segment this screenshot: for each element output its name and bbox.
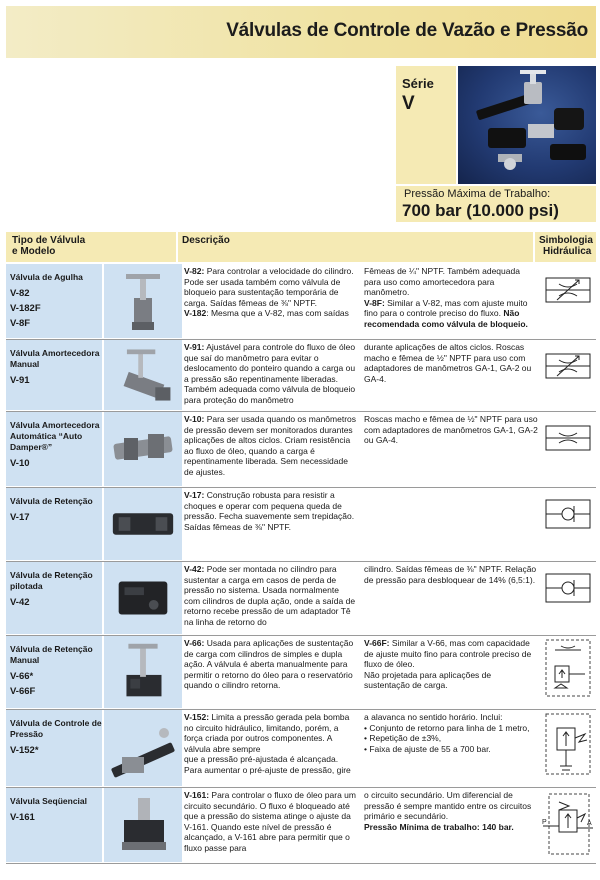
description-col-1: V-152: Limita a pressão gerada pela bomba no circuito hidráulico, limitando, porém, a força criada por outros componentes. A válvula abre sempre que a pressão pré-ajustada é alcançada. Para aumentar o pré-ajuste de pressão, gire: [184, 712, 351, 775]
valve-code: V-82: [10, 288, 30, 299]
valve-type-cell: [6, 264, 102, 338]
pressure-value: 700 bar (10.000 psi): [402, 201, 559, 220]
header-symbol-l1: Simbologia: [539, 235, 593, 246]
valve-photo: [104, 710, 182, 786]
valve-codes: [10, 373, 102, 388]
valve-name: Válvula de Controle de Pressão V-152*: [10, 718, 102, 756]
valve-photo: [104, 636, 182, 708]
symbol-port-p: P: [542, 819, 547, 826]
pressure-box: [396, 186, 596, 222]
valve-description: [184, 412, 539, 486]
valve-code: V-91: [10, 375, 30, 386]
table-row: [6, 636, 596, 708]
description-col-2: V-66F: Similar a V-66, mas com capacidade de ajuste muito fino para controle preciso de fluxo de óleo. Não projetada para aplicações de sustentação de carga.: [364, 638, 532, 691]
valve-name: Válvula de Retenção pilotada V-42: [10, 570, 102, 610]
valve-codes: [10, 286, 102, 331]
valve-photo: [104, 562, 182, 634]
valve-type-cell: [6, 636, 102, 708]
pressure-label: Pressão Máxima de Trabalho:: [404, 188, 551, 200]
description-col-1: V-161: Para controlar o fluxo de óleo para um circuito secundário. O fluxo é bloqueado até que a pressão do sistema atinge o ajuste da V-161. Quando este nível de pressão é alcançado, a V-161 abre para permitir que o fluxo passe para: [184, 790, 356, 853]
table-row: [6, 788, 596, 862]
row-divider: [6, 863, 596, 864]
valve-codes: [10, 456, 102, 471]
description-col-2: o circuito secundário. Um diferencial de pressão é sempre mantido entre os circuitos primário e secundário. Pressão Mínima de trabalho: 140 bar.: [364, 790, 532, 832]
table-row: [6, 488, 596, 560]
valve-photo: [104, 340, 182, 410]
description-col-1: V-91: Ajustável para controle do fluxo de óleo que saí do manômetro para evitar o deslocamento do ponteiro quando a carga ou a pressão são repentinamente liberadas. Também adequada como válvula de bloqueio para proteção do manômetro: [184, 342, 356, 405]
valve-photo: [104, 264, 182, 338]
valve-type-cell: [6, 562, 102, 634]
header-description-label: Descrição: [182, 235, 230, 246]
valve-name: Válvula Amortecedora Manual V-91: [10, 348, 102, 388]
description-col-2: Roscas macho e fêmea de ½" NPTF para uso com adaptadores de manômetros GA-1, GA-2 ou GA-4.: [364, 414, 538, 446]
valve-codes: [10, 510, 102, 525]
valve-code: V-66F: [10, 686, 36, 697]
header-symbol: [535, 232, 596, 262]
description-col-1: V-66: Usada para aplicações de sustentação de carga com cilindros de simples e dupla ação. A válvula é aberta manualmente para permitir o retorno do óleo para o reservatório quando o cilindro retorna.: [184, 638, 354, 691]
header-description: [178, 232, 533, 262]
table-row: [6, 710, 596, 786]
series-box: [396, 66, 456, 184]
header-type-l1: Tipo de Válvula: [12, 235, 86, 246]
valve-code: V-161: [10, 812, 35, 823]
valve-code: V-182F: [10, 303, 41, 314]
valve-code: V-152*: [10, 745, 39, 756]
valve-type-cell: [6, 788, 102, 862]
table-row: [6, 340, 596, 410]
valve-name: Válvula Seqüencial V-161: [10, 796, 102, 825]
valve-name: Válvula de Agulha V-82 V-182F V-8F: [10, 272, 102, 331]
product-photo: [458, 66, 596, 184]
hydraulic-symbol: [541, 264, 596, 338]
description-col-2: Fêmeas de ¼" NPTF. Também adequada para uso como amortecedora para manômetro. V-8F: Similar a V-82, mas com ajuste muito fino para o controle preciso do fluxo. Não recomendada como válvula de bloqueio.: [364, 266, 528, 329]
header-type: [6, 232, 176, 262]
valve-codes: [10, 595, 102, 610]
table-row: [6, 562, 596, 634]
valve-code: V-8F: [10, 318, 31, 329]
header-type-l2: e Modelo: [12, 246, 56, 257]
hydraulic-symbol: [541, 412, 596, 486]
description-col-2: a alavanca no sentido horário. Inclui: • Conjunto de retorno para linha de 1 metro, • Repetição de ±3%, • Faixa de ajuste de 55 a 700 bar.: [364, 712, 530, 754]
header-symbol-l2: Hidráulica: [543, 246, 592, 257]
valve-photo: [104, 488, 182, 560]
series-value: V: [402, 93, 415, 114]
hydraulic-symbol: [541, 488, 596, 560]
table-row: [6, 412, 596, 486]
valve-code: V-66*: [10, 671, 34, 682]
table-row: [6, 264, 596, 338]
description-col-1: V-10: Para ser usada quando os manômetros de pressão devem ser monitorados durantes aplicações de altos ciclos. Criam resistência ao fluxo de óleo, quando a carga é repentinamente liberada. Sem necessidade de ajustes.: [184, 414, 356, 477]
valve-description: [184, 264, 539, 338]
valve-codes: [10, 743, 102, 758]
description-col-1: V-17: Construção robusta para resistir a choques e operar com pequena queda de pressão. Fecha suavemente sem trepidação. Saídas fêmeas de ⅜" NPTF.: [184, 490, 355, 532]
description-col-1: V-42: Pode ser montada no cilindro para sustentar a carga em casos de perda de pressão no sistema. Usada normalmente com cilindros de dupla ação, onde a saída de retorno recebe pressão de um adaptador Tê na linha de retorno do: [184, 564, 356, 627]
hydraulic-symbol: [541, 788, 596, 862]
valve-code: V-42: [10, 597, 30, 608]
valve-description: [184, 562, 539, 634]
valve-codes: [10, 810, 102, 825]
hydraulic-symbol: [541, 710, 596, 786]
description-col-1: V-82: Para controlar a velocidade do cilindro. Pode ser usada também como válvula de bloqueio para sustentação temporária de carga. Saídas fêmeas de ⅜" NPTF. V-182: Mesma que a V-82, mas com saídas: [184, 266, 354, 319]
valve-code: V-17: [10, 512, 30, 523]
hydraulic-symbol: [541, 636, 596, 708]
valve-description: [184, 488, 539, 560]
valve-description: [184, 710, 539, 786]
valve-photo: [104, 788, 182, 862]
title-banner: [6, 6, 596, 58]
valve-type-cell: [6, 340, 102, 410]
valve-name: Válvula Amortecedora Automática “Auto Damper®” V-10: [10, 420, 102, 471]
valve-description: [184, 340, 539, 410]
valve-type-cell: [6, 488, 102, 560]
page-title: Válvulas de Controle de Vazão e Pressão: [226, 20, 588, 41]
valve-type-cell: [6, 710, 102, 786]
hydraulic-symbol: [541, 340, 596, 410]
valve-description: [184, 636, 539, 708]
valve-code: V-10: [10, 458, 30, 469]
valve-description: [184, 788, 539, 862]
symbol-port-a: A: [587, 820, 592, 827]
valve-name: Válvula de Retenção V-17: [10, 496, 102, 525]
valve-type-cell: [6, 412, 102, 486]
valve-photo: [104, 412, 182, 486]
hydraulic-symbol: [541, 562, 596, 634]
description-col-2: durante aplicações de altos ciclos. Roscas macho e fêmea de ½" NPTF para uso com adaptadores de manômetros GA-1, GA-2 ou GA-4.: [364, 342, 532, 384]
valve-codes: [10, 669, 102, 699]
series-label: Série: [402, 76, 434, 91]
description-col-2: cilindro. Saídas fêmeas de ⅜" NPTF. Relação de pressão para desbloquear de 14% (6,5:1).: [364, 564, 537, 585]
valve-name: Válvula de Retenção Manual V-66* V-66F: [10, 644, 102, 699]
